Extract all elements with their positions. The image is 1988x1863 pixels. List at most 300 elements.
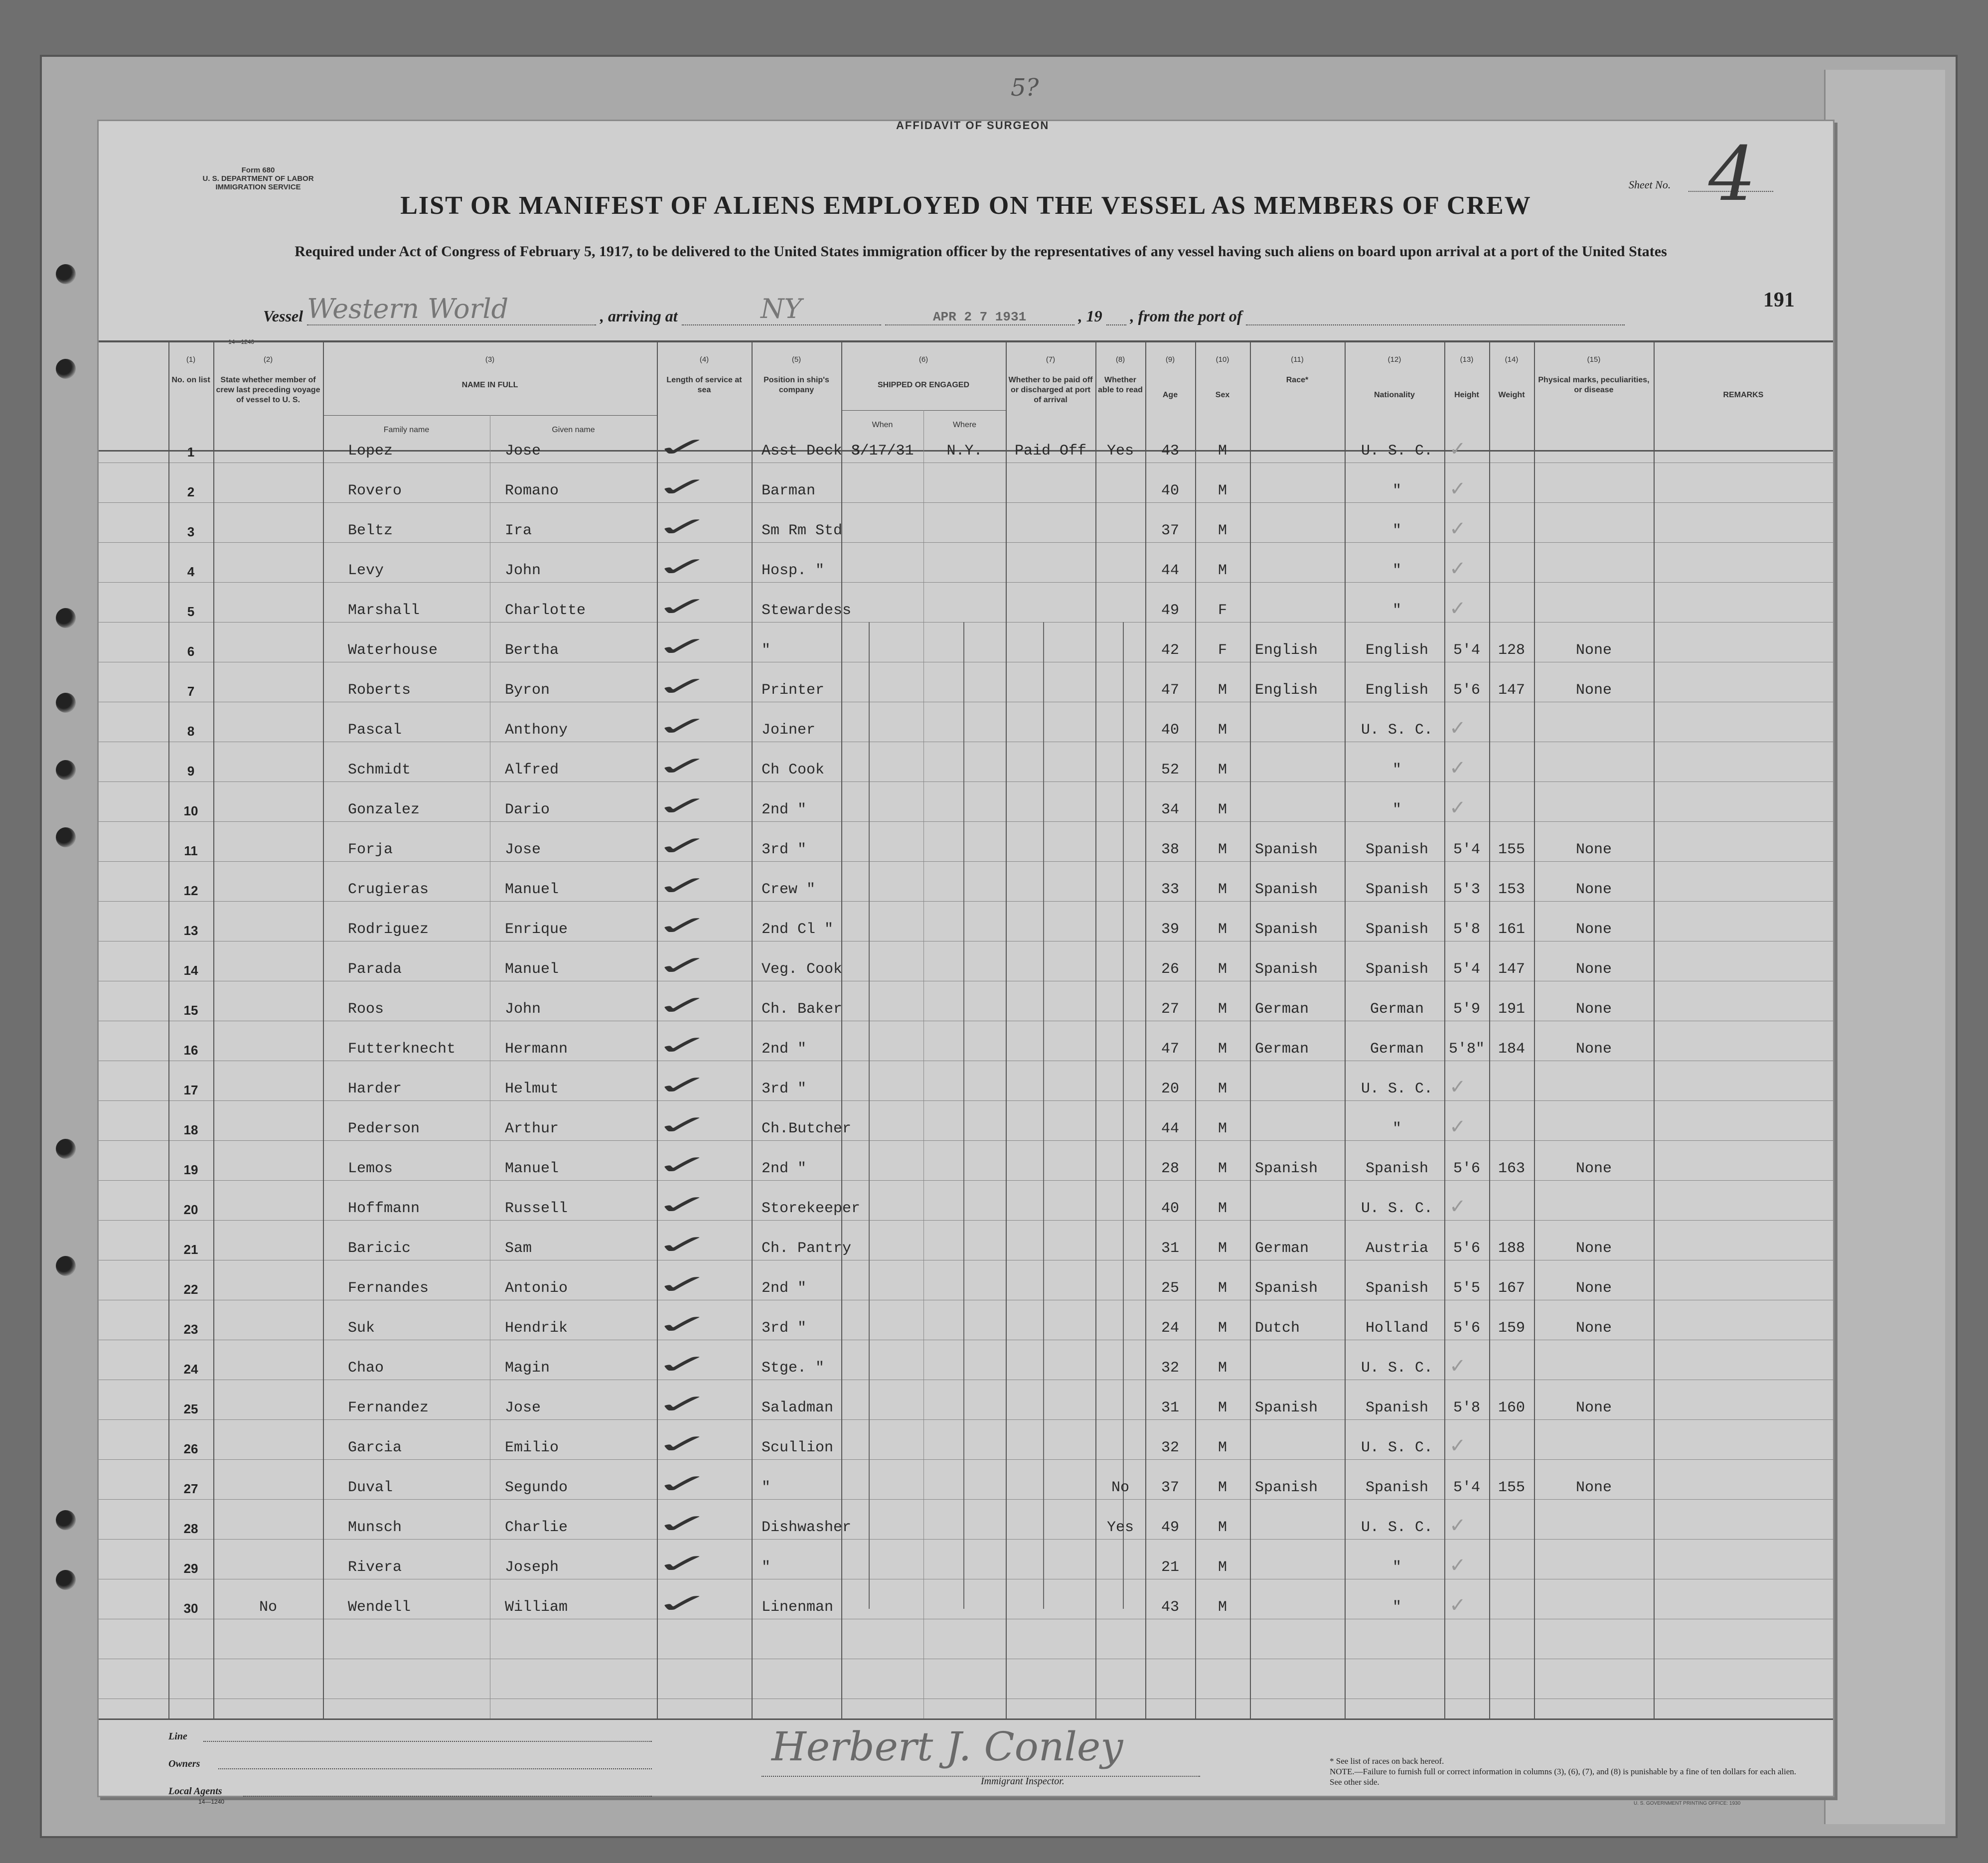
- height: 5'6: [1453, 1320, 1480, 1337]
- race: Spanish: [1255, 961, 1318, 978]
- sex: M: [1218, 1001, 1227, 1018]
- arriving-label: , arriving at: [600, 307, 678, 325]
- row-number: 21: [183, 1242, 198, 1257]
- nationality: U. S. C.: [1361, 1081, 1433, 1097]
- nationality: Spanish: [1365, 921, 1429, 938]
- height-check-icon: ✓: [1449, 477, 1466, 500]
- position: Ch. Pantry: [762, 1240, 852, 1257]
- family-name: Duval: [348, 1479, 393, 1496]
- physical-marks: None: [1575, 1001, 1612, 1018]
- checkmark-icon: ✓: [654, 1071, 711, 1100]
- sex: M: [1218, 682, 1227, 699]
- sex: M: [1218, 482, 1227, 499]
- height-check-icon: ✓: [1449, 1554, 1466, 1577]
- family-name: Harder: [348, 1081, 402, 1097]
- height-check-icon: ✓: [1449, 438, 1466, 461]
- footnote: [1330, 1756, 1803, 1787]
- row-rule: [99, 582, 1833, 583]
- checkmark-icon: ✓: [654, 1429, 711, 1459]
- given-name: Manuel: [505, 881, 559, 898]
- column-header: Age: [1162, 391, 1178, 399]
- family-name: Pederson: [348, 1120, 420, 1137]
- statutory-text: Required under Act of Congress of February 5, 1917, to be delivered to the United States immigration officer by the representatives of any vessel having such aliens on board upon arrival at a port of the United States: [295, 243, 1667, 260]
- weight: 153: [1498, 881, 1525, 898]
- given-name: Byron: [505, 682, 550, 699]
- family-name: Hoffmann: [348, 1200, 420, 1217]
- punch-hole: [56, 760, 76, 780]
- weight: 155: [1498, 841, 1525, 858]
- weight: 167: [1498, 1280, 1525, 1297]
- nationality: U. S. C.: [1361, 1200, 1433, 1217]
- column-header: State whether member of crew last preceding voyage of vessel to U. S.: [216, 376, 320, 404]
- row-number: 4: [187, 564, 195, 579]
- given-name: Anthony: [505, 722, 568, 739]
- position: 2nd ": [762, 1160, 807, 1177]
- height-check-icon: ✓: [1449, 717, 1466, 740]
- sex: M: [1218, 801, 1227, 818]
- sex: M: [1218, 1399, 1227, 1416]
- family-name: Forja: [348, 841, 393, 858]
- checkmark-icon: ✓: [654, 472, 711, 502]
- nationality: U. S. C.: [1361, 1439, 1433, 1456]
- position: 3rd ": [762, 1081, 807, 1097]
- height: 5'6: [1453, 1240, 1480, 1257]
- nationality: German: [1370, 1001, 1424, 1018]
- column-header: Position in ship's company: [764, 376, 829, 394]
- top-heading: AFFIDAVIT OF SURGEON: [896, 119, 1050, 132]
- column-rule: [1250, 340, 1251, 1718]
- given-name: Jose: [505, 443, 541, 460]
- row-number: 2: [187, 484, 195, 499]
- position: Crew ": [762, 881, 816, 898]
- sex: M: [1218, 1081, 1227, 1097]
- nationality: English: [1365, 682, 1429, 699]
- nationality: Spanish: [1365, 1479, 1429, 1496]
- column-header: Height: [1454, 391, 1479, 399]
- physical-marks: None: [1575, 1240, 1612, 1257]
- column-subheader: Where: [952, 421, 977, 429]
- row-rule: [99, 1419, 1833, 1420]
- row-rule: [99, 542, 1833, 543]
- age: 33: [1161, 881, 1179, 898]
- punch-hole: [56, 1510, 76, 1530]
- row-rule: [99, 1539, 1833, 1540]
- position: Ch.Butcher: [762, 1120, 852, 1137]
- age: 32: [1161, 1360, 1179, 1377]
- position: Barman: [762, 482, 816, 499]
- position: Scullion: [762, 1439, 834, 1456]
- nationality: Austria: [1365, 1240, 1429, 1257]
- row-number: 10: [183, 803, 198, 818]
- row-number: 9: [187, 764, 195, 778]
- manifest-sheet: [97, 74, 1835, 1806]
- sex: M: [1218, 1599, 1227, 1616]
- row-number: 18: [183, 1122, 198, 1137]
- physical-marks: None: [1575, 841, 1612, 858]
- nationality: Spanish: [1365, 881, 1429, 898]
- column-number: (7): [1046, 355, 1056, 364]
- previous-voyage: No: [259, 1599, 277, 1616]
- row-number: 17: [183, 1083, 198, 1097]
- row-number: 26: [183, 1441, 198, 1456]
- position: Ch. Baker: [762, 1001, 843, 1018]
- row-number: 27: [183, 1481, 198, 1496]
- service: IMMIGRATION SERVICE: [215, 183, 301, 191]
- sex: M: [1218, 1200, 1227, 1217]
- family-name: Fernandes: [348, 1280, 429, 1297]
- column-rule: [1195, 340, 1196, 1718]
- row-number: 6: [187, 644, 195, 659]
- sex: F: [1218, 642, 1227, 659]
- local-agents-field: [243, 1796, 652, 1797]
- physical-marks: None: [1575, 1280, 1612, 1297]
- row-number: 5: [187, 604, 195, 619]
- row-rule: [99, 1220, 1833, 1221]
- line-field: [203, 1741, 652, 1742]
- height-check-icon: ✓: [1449, 1355, 1466, 1378]
- sex: M: [1218, 1240, 1227, 1257]
- race: Spanish: [1255, 921, 1318, 938]
- pencil-line-when: [869, 622, 870, 1609]
- position: Veg. Cook: [762, 961, 843, 978]
- column-number: (14): [1505, 355, 1519, 364]
- checkmark-icon: ✓: [654, 1509, 711, 1539]
- race: German: [1255, 1240, 1309, 1257]
- weight: 147: [1498, 961, 1525, 978]
- height: 5'6: [1453, 1160, 1480, 1177]
- nationality: German: [1370, 1041, 1424, 1058]
- year-field: [1106, 324, 1126, 325]
- row-number: 14: [183, 963, 198, 978]
- sex: M: [1218, 1320, 1227, 1337]
- nationality: Spanish: [1365, 841, 1429, 858]
- column-number: (1): [186, 355, 196, 364]
- height-check-icon: ✓: [1449, 1594, 1466, 1617]
- given-name: Alfred: [505, 762, 559, 778]
- nationality: Spanish: [1365, 1280, 1429, 1297]
- nationality: ": [1392, 762, 1401, 778]
- height-check-icon: ✓: [1449, 1115, 1466, 1138]
- given-name: Dario: [505, 801, 550, 818]
- race: Spanish: [1255, 1399, 1318, 1416]
- column-number: (5): [791, 355, 801, 364]
- vessel-label: Vessel: [263, 307, 303, 325]
- position: ": [762, 1559, 771, 1576]
- punch-hole: [56, 264, 76, 284]
- family-name: Gonzalez: [348, 801, 420, 818]
- given-name: William: [505, 1599, 568, 1616]
- punch-hole: [56, 693, 76, 713]
- position: 2nd Cl ": [762, 921, 834, 938]
- line-label: Line: [168, 1731, 187, 1742]
- nationality: English: [1365, 642, 1429, 659]
- column-rule: [1006, 340, 1007, 1718]
- sex: M: [1218, 1041, 1227, 1058]
- given-name: Helmut: [505, 1081, 559, 1097]
- agents-code: 14—1240: [198, 1798, 225, 1805]
- nationality: ": [1392, 562, 1401, 579]
- column-number: (6): [918, 355, 928, 364]
- checkmark-icon: ✓: [654, 911, 711, 941]
- nationality: ": [1392, 801, 1401, 818]
- given-name: Hendrik: [505, 1320, 568, 1337]
- column-header: Length of service at sea: [666, 376, 742, 394]
- family-name: Wendell: [348, 1599, 411, 1616]
- age: 26: [1161, 961, 1179, 978]
- height: 5'3: [1453, 881, 1480, 898]
- back-sheet: [1824, 70, 1945, 1824]
- physical-marks: None: [1575, 1320, 1612, 1337]
- column-number: (13): [1460, 355, 1474, 364]
- age: 42: [1161, 642, 1179, 659]
- checkmark-icon: ✓: [654, 831, 711, 861]
- column-number: (8): [1115, 355, 1125, 364]
- age: 47: [1161, 682, 1179, 699]
- position: Printer: [762, 682, 825, 699]
- height-check-icon: ✓: [1449, 557, 1466, 580]
- age: 44: [1161, 1120, 1179, 1137]
- family-name: Roos: [348, 1001, 384, 1018]
- column-number: (3): [485, 355, 495, 364]
- position: ": [762, 1479, 771, 1496]
- position: Stewardess: [762, 602, 852, 619]
- position: 3rd ": [762, 841, 807, 858]
- inspector-signature: Herbert J. Conley: [771, 1723, 1123, 1770]
- position: 3rd ": [762, 1320, 807, 1337]
- nationality: ": [1392, 1559, 1401, 1576]
- sex: F: [1218, 602, 1227, 619]
- weight: 184: [1498, 1041, 1525, 1058]
- column-header: Whether to be paid off or discharged at port of arrival: [1008, 376, 1093, 404]
- row-number: 25: [183, 1401, 198, 1416]
- family-name: Crugieras: [348, 881, 429, 898]
- pencil-line-read: [1123, 622, 1124, 1609]
- local-agents-label: Local Agents: [168, 1786, 222, 1797]
- checkmark-icon: ✓: [654, 632, 711, 662]
- checkmark-icon: ✓: [654, 1150, 711, 1180]
- physical-marks: None: [1575, 881, 1612, 898]
- row-number: 20: [183, 1202, 198, 1217]
- form-identifier: [178, 166, 338, 191]
- column-rule: [168, 340, 169, 1718]
- height: 5'8: [1453, 921, 1480, 938]
- nationality: ": [1392, 602, 1401, 619]
- sex: M: [1218, 522, 1227, 539]
- position: Hosp. ": [762, 562, 825, 579]
- height-check-icon: ✓: [1449, 1076, 1466, 1098]
- given-name: John: [505, 1001, 541, 1018]
- pencil-line-where: [963, 622, 964, 1609]
- row-number: 29: [183, 1561, 198, 1576]
- column-rule: [1654, 340, 1655, 1718]
- page-number: 191: [1763, 289, 1795, 311]
- family-name: Pascal: [348, 722, 402, 739]
- nationality: ": [1392, 1120, 1401, 1137]
- nationality: U. S. C.: [1361, 1519, 1433, 1536]
- column-rule: [1534, 340, 1535, 1718]
- age: 49: [1161, 602, 1179, 619]
- row-number: 28: [183, 1521, 198, 1536]
- sex: M: [1218, 841, 1227, 858]
- checkmark-icon: ✓: [654, 1270, 711, 1300]
- age: 20: [1161, 1081, 1179, 1097]
- race: English: [1255, 642, 1318, 659]
- row-rule: [99, 821, 1833, 822]
- height: 5'6: [1453, 682, 1480, 699]
- weight: 159: [1498, 1320, 1525, 1337]
- checkmark-icon: ✓: [654, 1350, 711, 1380]
- column-rule: [1145, 340, 1146, 1718]
- given-name: Emilio: [505, 1439, 559, 1456]
- column-number: (2): [263, 355, 273, 364]
- given-name: Segundo: [505, 1479, 568, 1496]
- given-name: Bertha: [505, 642, 559, 659]
- family-name: Rivera: [348, 1559, 402, 1576]
- sex: M: [1218, 1439, 1227, 1456]
- position: Joiner: [762, 722, 816, 739]
- nationality: U. S. C.: [1361, 722, 1433, 739]
- column-number: (11): [1291, 355, 1304, 364]
- row-number: 8: [187, 724, 195, 739]
- checkmark-icon: ✓: [654, 1390, 711, 1419]
- family-name: Waterhouse: [348, 642, 438, 659]
- date-stamp: APR 2 7 1931: [932, 310, 1027, 324]
- column-header: Race*: [1286, 376, 1309, 384]
- height-check-icon: ✓: [1449, 796, 1466, 819]
- sex: M: [1218, 1479, 1227, 1496]
- family-name: Futterknecht: [348, 1041, 456, 1058]
- column-rule: [1444, 340, 1445, 1718]
- family-name: Lopez: [348, 443, 393, 460]
- row-number: 23: [183, 1322, 198, 1337]
- row-rule: [99, 1140, 1833, 1141]
- sex: M: [1218, 443, 1227, 460]
- height: 5'4: [1453, 841, 1480, 858]
- age: 39: [1161, 921, 1179, 938]
- physical-marks: None: [1575, 682, 1612, 699]
- column-rule: [213, 340, 214, 1718]
- punch-hole: [56, 827, 76, 847]
- checkmark-icon: ✓: [654, 1310, 711, 1340]
- row-number: 15: [183, 1003, 198, 1018]
- age: 40: [1161, 1200, 1179, 1217]
- vessel-line: [263, 293, 1625, 325]
- age: 40: [1161, 482, 1179, 499]
- punch-hole: [56, 1256, 76, 1276]
- given-name: Romano: [505, 482, 559, 499]
- height: 5'4: [1453, 1479, 1480, 1496]
- given-name: Antonio: [505, 1280, 568, 1297]
- race: Spanish: [1255, 1160, 1318, 1177]
- column-rule: [1095, 340, 1096, 1718]
- row-rule: [99, 781, 1833, 782]
- checkmark-icon: ✓: [654, 712, 711, 742]
- race: Spanish: [1255, 1280, 1318, 1297]
- height-check-icon: ✓: [1449, 517, 1466, 540]
- column-rule: [1345, 340, 1346, 1718]
- punch-hole: [56, 1139, 76, 1159]
- given-name: Charlotte: [505, 602, 586, 619]
- family-name: Suk: [348, 1320, 375, 1337]
- age: 47: [1161, 1041, 1179, 1058]
- age: 32: [1161, 1439, 1179, 1456]
- row-number: 12: [183, 883, 198, 898]
- given-name: John: [505, 562, 541, 579]
- race: German: [1255, 1041, 1309, 1058]
- age: 37: [1161, 522, 1179, 539]
- column-header: NAME IN FULL: [461, 381, 518, 389]
- row-rule: [99, 901, 1833, 902]
- family-name: Lemos: [348, 1160, 393, 1177]
- checkmark-icon: ✓: [654, 1110, 711, 1140]
- race: Spanish: [1255, 841, 1318, 858]
- age: 38: [1161, 841, 1179, 858]
- age: 49: [1161, 1519, 1179, 1536]
- physical-marks: None: [1575, 1399, 1612, 1416]
- checkmark-icon: ✓: [654, 752, 711, 781]
- given-name: Jose: [505, 841, 541, 858]
- row-rule: [99, 1499, 1833, 1500]
- family-name: Levy: [348, 562, 384, 579]
- family-name: Baricic: [348, 1240, 411, 1257]
- physical-marks: None: [1575, 1041, 1612, 1058]
- weight: 147: [1498, 682, 1525, 699]
- age: 37: [1161, 1479, 1179, 1496]
- table-bottom-border: [99, 1718, 1833, 1720]
- column-subheader: Given name: [552, 426, 595, 434]
- weight: 160: [1498, 1399, 1525, 1416]
- column-header: Sex: [1215, 391, 1230, 399]
- column-header: Nationality: [1374, 391, 1415, 399]
- row-rule: [99, 861, 1833, 862]
- family-name: Rovero: [348, 482, 402, 499]
- family-name: Beltz: [348, 522, 393, 539]
- top-handwritten-mark: 5?: [1011, 74, 1039, 102]
- checkmark-icon: ✓: [654, 1589, 711, 1619]
- height: 5'4: [1453, 961, 1480, 978]
- physical-marks: None: [1575, 642, 1612, 659]
- position: 2nd ": [762, 801, 807, 818]
- weight: 161: [1498, 921, 1525, 938]
- able-to-read: No: [1111, 1479, 1129, 1496]
- checkmark-icon: ✓: [654, 433, 711, 463]
- race: English: [1255, 682, 1318, 699]
- age: 52: [1161, 762, 1179, 778]
- column-rule: [841, 340, 842, 1718]
- height: 5'8: [1453, 1399, 1480, 1416]
- column-header: REMARKS: [1723, 391, 1764, 399]
- sex: M: [1218, 562, 1227, 579]
- family-name: Garcia: [348, 1439, 402, 1456]
- weight: 163: [1498, 1160, 1525, 1177]
- physical-marks: None: [1575, 1160, 1612, 1177]
- checkmark-icon: ✓: [654, 552, 711, 582]
- position: 2nd ": [762, 1041, 807, 1058]
- family-name: Rodriguez: [348, 921, 429, 938]
- nationality: Spanish: [1365, 1160, 1429, 1177]
- sex: M: [1218, 881, 1227, 898]
- owners-label: Owners: [168, 1758, 200, 1769]
- age: 43: [1161, 1599, 1179, 1616]
- given-name: Charlie: [505, 1519, 568, 1536]
- age: 25: [1161, 1280, 1179, 1297]
- family-name: Marshall: [348, 602, 420, 619]
- column-header: SHIPPED OR ENGAGED: [877, 381, 970, 389]
- position: Stge. ": [762, 1360, 825, 1377]
- penalty-note: NOTE.—Failure to furnish full or correct information in columns (3), (6), (7), and (8) is punishable by a fine of ten dollars for each alien. See other side.: [1330, 1767, 1797, 1787]
- row-rule: [99, 1100, 1833, 1101]
- checkmark-icon: ✓: [654, 951, 711, 981]
